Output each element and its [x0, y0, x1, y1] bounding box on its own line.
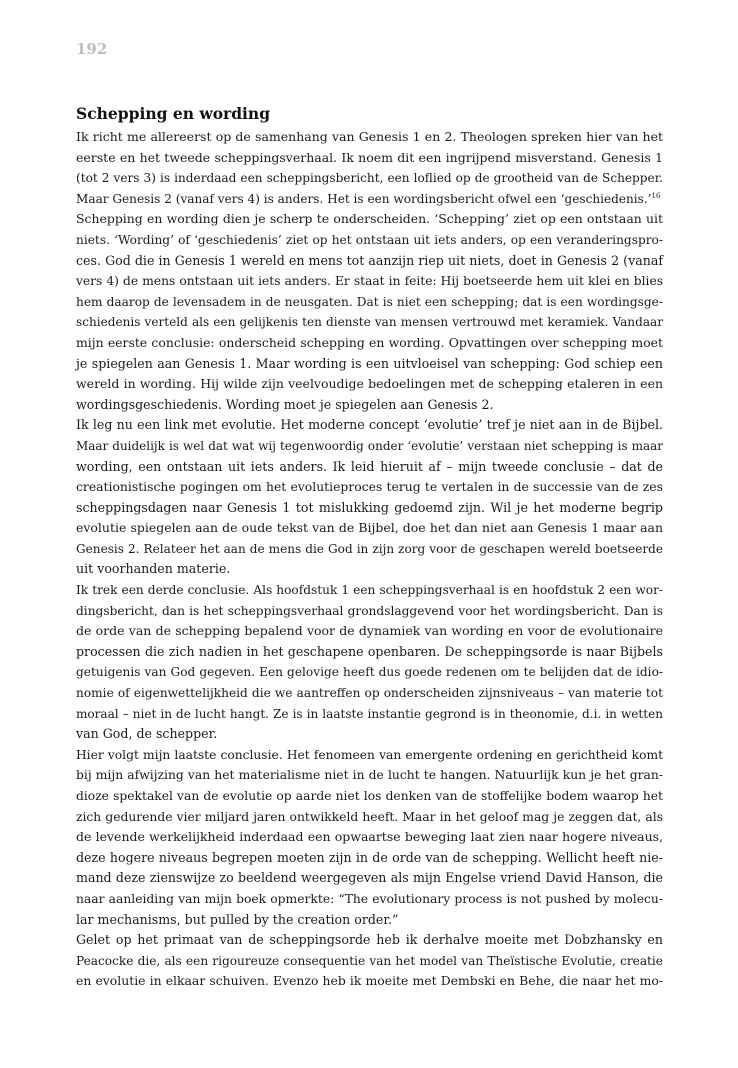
text-line: [76, 518, 663, 539]
text-line: [76, 148, 663, 169]
text-line: [76, 910, 663, 931]
text-line-content: dingsbericht, dan is het scheppingsverhaal grondslaggevend voor het wordingsbericht. Dan is: [76, 603, 663, 618]
text-line-content: vers 4) de mens ontstaan uit iets anders. Er staat in feite: Hij boetseerde hem uit klei en blies: [76, 274, 663, 289]
footnote-reference[interactable]: 16: [651, 191, 661, 200]
text-line: [76, 786, 663, 807]
section-heading: Schepping en wording: [76, 104, 271, 123]
text-line-content: (tot 2 vers 3) is inderdaad een scheppingsbericht, een loflied op de grootheid van de Schepper.: [76, 171, 663, 186]
text-line-content: scheppingsdagen naar Genesis 1 tot mislukking gedoemd zijn. Wil je het moderne begrip: [76, 499, 663, 515]
text-line: [76, 580, 663, 601]
text-line: [76, 457, 663, 478]
text-line: [76, 292, 663, 313]
text-line-content: van God, de schepper.: [76, 726, 218, 742]
text-line: [76, 662, 663, 683]
text-line: [76, 951, 663, 972]
text-line: [76, 868, 663, 889]
text-line: [76, 230, 663, 251]
text-line-content: Ik richt me allereerst op de samenhang van Genesis 1 en 2. Theologen spreken hier van het: [76, 129, 663, 144]
page-body: [76, 102, 663, 992]
text-line: [76, 745, 663, 766]
text-line: [76, 559, 663, 580]
text-line-content: de levende werkelijkheid inderdaad een opwaartse beweging laat zien naar hogere niveaus,: [76, 829, 663, 845]
text-line-content: moraal – niet in de lucht hangt. Ze is in laatste instantie gegrond is in theonomie, d.i. in wetten: [76, 706, 663, 721]
text-line-content: Ik leg nu een link met evolutie. Het moderne concept ‘evolutie’ tref je niet aan in de Bijbel.: [76, 417, 663, 433]
text-line: [76, 251, 663, 272]
text-line: [76, 642, 663, 663]
text-line-content: en evolutie in elkaar schuiven. Evenzo heb ik moeite met Dembski en Behe, die naar het mo-: [76, 973, 663, 989]
text-line-content: wording, een ontstaan uit iets anders. Ik leid hieruit af – mijn tweede conclusie – dat de: [76, 458, 663, 474]
text-line: [76, 354, 663, 375]
text-line: [76, 889, 663, 910]
page-number: 192: [76, 40, 108, 58]
text-line-content: zich gedurende vier miljard jaren ontwikkeld heeft. Maar in het geloof mag je zeggen dat, als: [76, 809, 663, 824]
text-line-content: ces. God die in Genesis 1 wereld en mens tot aanzijn riep uit niets, doet in Genesis 2 (vanaf: [76, 252, 663, 268]
text-line: [76, 209, 663, 230]
text-line: [76, 683, 663, 704]
text-line-content: de orde van de schepping bepalend voor de dynamiek van wording en voor de evolutionaire: [76, 623, 663, 639]
text-line-content: Maar duidelijk is wel dat wat wij tegenwoordig onder ‘evolutie’ verstaan niet schepping is maar: [76, 438, 663, 453]
text-line: [76, 415, 663, 436]
text-line-content: niets. ‘Wording’ of ‘geschiedenis’ ziet op het ontstaan uit iets anders, op een veranderingspro-: [76, 232, 663, 247]
text-line: [76, 601, 663, 622]
text-line-content: hem daarop de levensadem in de neusgaten. Dat is niet een schepping; dat is een wordingsge-: [76, 294, 663, 309]
text-line-content: creationistische pogingen om het evolutieproces terug te vertalen in de successie van de zes: [76, 480, 663, 495]
text-line: [76, 127, 663, 148]
text-line: [76, 477, 663, 498]
text-line: [76, 704, 663, 725]
text-line-content: Gelet op het primaat van de scheppingsorde heb ik derhalve moeite met Dobzhansky en: [76, 932, 663, 948]
body-text: [76, 127, 663, 992]
text-line-content: uit voorhanden materie.: [76, 561, 231, 577]
text-line-content: wereld in wording. Hij wilde zijn veelvoudige bedoelingen met de schepping etaleren in een: [76, 376, 663, 392]
text-line-content: Maar Genesis 2 (vanaf vers 4) is anders. Het is een wordingsbericht ofwel een ‘geschiedenis.’: [76, 191, 652, 206]
text-line: [76, 621, 663, 642]
text-line-content: evolutie spiegelen aan de oude tekst van de Bijbel, doe het dan niet aan Genesis 1 maar aan: [76, 520, 663, 536]
text-line-content: dioze spektakel van de evolutie op aarde niet los denken van de stoffelijke bodem waarop het: [76, 789, 663, 803]
text-line: [76, 971, 663, 992]
text-line-content: nomie of eigenwettelijkheid die we aantreffen op onderscheiden zijnsniveaus – van materie tot: [76, 686, 663, 701]
text-line-content: bij mijn afwijzing van het materialisme niet in de lucht te hangen. Natuurlijk kun je het gran-: [76, 768, 663, 783]
text-line: [76, 807, 663, 828]
text-line-content: mand deze zienswijze zo beeldend weergegeven als mijn Engelse vriend David Hanson, die: [76, 870, 663, 886]
text-line: [76, 333, 663, 354]
text-line-content: schiedenis verteld als een gelijkenis ten dienste van mensen vertrouwd met keramiek. Vandaar: [76, 315, 663, 330]
text-line: [76, 436, 663, 457]
text-line-content: Genesis 2. Relateer het aan de mens die God in zijn zorg voor de geschapen wereld boetseerde: [76, 541, 663, 556]
text-line: [76, 189, 663, 210]
text-line: [76, 498, 663, 519]
text-line-content: mijn eerste conclusie: onderscheid schepping en wording. Opvattingen over schepping moet: [76, 334, 663, 350]
text-line: [76, 539, 663, 560]
text-line: [76, 395, 663, 416]
text-line-content: Ik trek een derde conclusie. Als hoofdstuk 1 een scheppingsverhaal is en hoofdstuk 2 een wor-: [76, 583, 663, 598]
text-line: [76, 271, 663, 292]
text-line-content: eerste en het tweede scheppingsverhaal. Ik noem dit een ingrijpend misverstand. Genesis 1: [76, 149, 663, 165]
text-line-content: deze hogere niveaus begrepen moeten zijn in de orde van de schepping. Wellicht heeft nie-: [76, 849, 663, 865]
text-line-content: Hier volgt mijn laatste conclusie. Het fenomeen van emergente ordening en gerichtheid komt: [76, 747, 663, 762]
text-line-content: lar mechanisms, but pulled by the creation order.”: [76, 911, 399, 927]
text-line: [76, 848, 663, 869]
text-line-content: Schepping en wording dien je scherp te onderscheiden. ‘Schepping’ ziet op een ontstaan uit: [76, 211, 663, 227]
text-line-content: getuigenis van God gegeven. Een gelovige heeft dus goede redenen om te belijden dat de idio-: [76, 665, 663, 680]
text-line: [76, 930, 663, 951]
text-line: [76, 827, 663, 848]
text-line-content: processen die zich nadien in het geschapene openbaren. De scheppingsorde is naar Bijbels: [76, 643, 663, 659]
text-line: [76, 374, 663, 395]
text-line: [76, 168, 663, 189]
text-line-content: naar aanleiding van mijn boek opmerkte: “The evolutionary process is not pushed by molecu-: [76, 891, 663, 906]
text-line: [76, 724, 663, 745]
text-line: [76, 765, 663, 786]
text-line-content: wordingsgeschiedenis. Wording moet je spiegelen aan Genesis 2.: [76, 396, 494, 412]
text-line-content: je spiegelen aan Genesis 1. Maar wording is een uitvloeisel van schepping: God schiep een: [76, 355, 663, 371]
text-line: [76, 312, 663, 333]
text-line-content: Peacocke die, als een rigoureuze consequentie van het model van Theïstische Evolutie, creatie: [76, 953, 663, 968]
